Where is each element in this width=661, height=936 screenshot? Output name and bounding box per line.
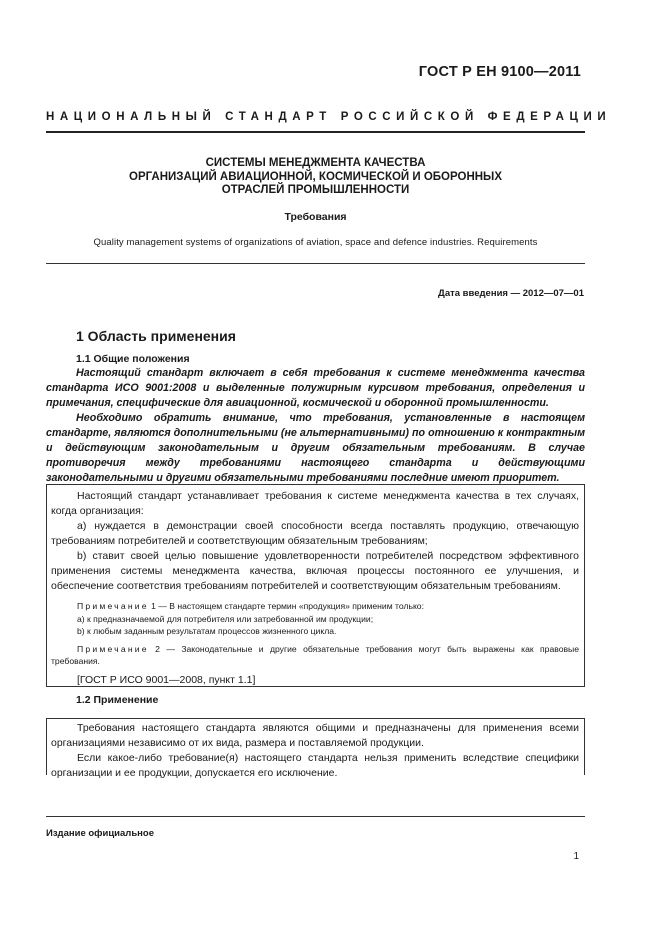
national-standard-banner: НАЦИОНАЛЬНЫЙ СТАНДАРТ РОССИЙСКОЙ ФЕДЕРАЦИИ: [46, 111, 612, 123]
note-1: [51, 600, 579, 613]
section-1-1-heading: 1.1 Общие положения: [76, 353, 190, 365]
reference: [ГОСТ Р ИСО 9001—2008, пункт 1.1]: [77, 673, 256, 686]
paragraph: Если какое-либо требование(я) настоящего стандарта нельзя применить вследствие специфики организации и ее продукции, допускается его исключение.: [51, 752, 579, 779]
note-1-text: 1 — В настоящем стандарте термин «продукция» применим только:: [151, 601, 424, 611]
title-line-1: СИСТЕМЫ МЕНЕДЖМЕНТА КАЧЕСТВА: [205, 157, 426, 169]
paragraph: Требования настоящего стандарта являются общими и предназначены для применения всеми организациями независимо от их вида, размера и поставляемой продукции.: [51, 722, 579, 749]
date-introduced: Дата введения — 2012—07—01: [438, 288, 584, 299]
note-1-label: Примечание: [77, 601, 149, 611]
note-2-text: 2 — Законодательные и другие обязательные требования могут быть выражены как правовые требования.: [51, 643, 580, 666]
note-1-item-b: b) к любым заданным результатам процессов жизненного цикла.: [77, 626, 337, 636]
note-1-item-a: a) к предназначаемой для потребителя или затребованной им продукции;: [77, 613, 374, 624]
title-rule: [46, 263, 585, 264]
title-line-2: ОРГАНИЗАЦИЙ АВИАЦИОННОЙ, КОСМИЧЕСКОЙ И ОБОРОННЫХ: [129, 170, 502, 183]
note-2-label: Примечание: [77, 643, 149, 654]
section-1-2-heading: 1.2 Применение: [76, 694, 159, 706]
box-item-a: а) нуждается в демонстрации своей способности всегда поставлять продукцию, отвечающую требованиям потребителей и соответствующим обязательным требованиям;: [51, 520, 579, 547]
english-title: Quality management systems of organizations of aviation, space and defence industries. Requirements: [93, 237, 538, 248]
header-rule: [46, 131, 585, 133]
section-1-2-body: [51, 721, 579, 781]
box-item-b: b) ставит своей целью повышение удовлетворенности потребителей посредством эффективного применения системы менеджмента качества, включая процессы постоянного ее улучшения, и обеспечение соответствия требованиям потребителей и соответствующим обязательным требованиям.: [51, 550, 579, 592]
document-number: ГОСТ Р ЕН 9100—2011: [418, 64, 581, 80]
official-edition: Издание официальное: [46, 828, 154, 839]
section-1-1-body: [46, 366, 585, 486]
note-2: [51, 643, 579, 668]
footer-rule: [46, 816, 585, 817]
document-title: [46, 157, 585, 198]
paragraph: Необходимо обратить внимание, что требования, установленные в настоящем стандарте, являются дополнительными (не альтернативными) по отношению к контрактным и действующим законодательным и другим обязательным требованиям. В случае противоречия между требованиями настоящего стандарта и действующими законодательными и другими обязательными требованиями последние имеют приоритет.: [46, 412, 585, 484]
quoted-iso-content: [51, 489, 579, 688]
page-number: 1: [573, 851, 579, 862]
paragraph: Настоящий стандарт включает в себя требования к системе менеджмента качества стандарта ИСО 9001:2008 и выделенные полужирным курсивом требования, определения и примечания, специфические для авиационной, космической и оборонной промышленности.: [46, 367, 585, 409]
document-subtitle: Требования: [284, 211, 347, 223]
section-1-heading: 1 Область применения: [76, 328, 236, 344]
title-line-3: ОТРАСЛЕЙ ПРОМЫШЛЕННОСТИ: [221, 184, 410, 196]
box-intro: Настоящий стандарт устанавливает требования к системе менеджмента качества в тех случаях, когда организация:: [51, 490, 579, 517]
